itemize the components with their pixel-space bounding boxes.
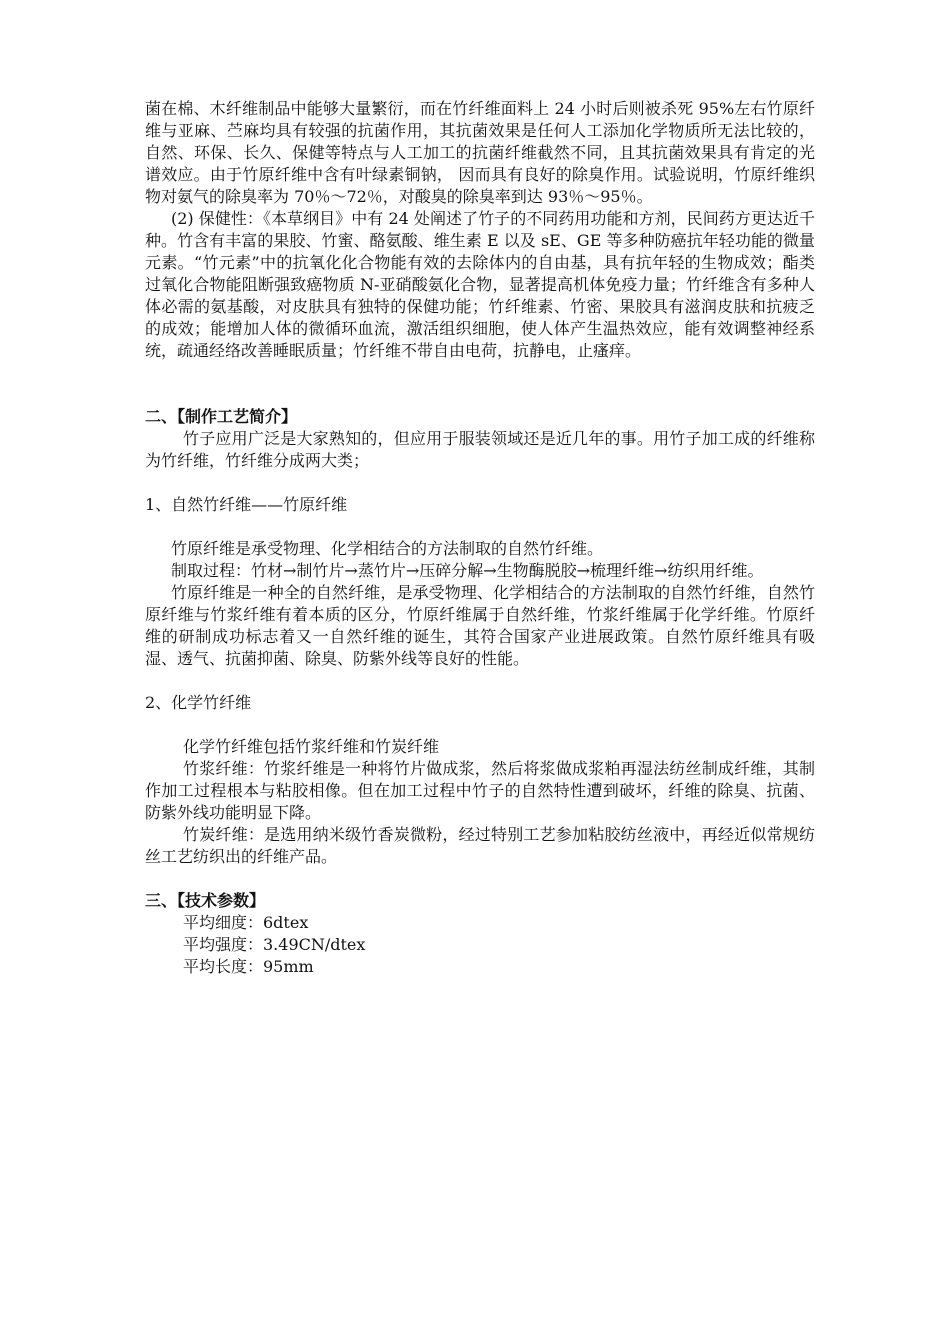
- document-page: [145, 98, 815, 978]
- pulp-fiber-paragraph: 竹浆纤维：竹浆纤维是一种将竹片做成浆，然后将浆做成浆粕再湿法纺丝制成纤维，其制作加工过程根本与粘胶相像。但在加工过程中竹子的自然特性遭到破坏，纤维的除臭、抗菌、防紫外线功能明显下降。: [145, 759, 815, 822]
- process-intro-paragraph: 竹子应用广泛是大家熟知的，但应用于服装领域还是近几年的事。用竹子加工成的纤维称为竹纤维，竹纤维分成两大类；: [145, 429, 815, 470]
- param-strength: 平均强度：3.49CN/dtex: [183, 935, 366, 954]
- subsection-title-chemical-fiber: 2、化学竹纤维: [145, 693, 252, 712]
- natural-fiber-process: 制取过程：竹材→制竹片→蒸竹片→压碎分解→生物酶脱胶→梳理纤维→纺织用纤维。: [171, 561, 764, 580]
- section-heading-parameters: 三、【技术参数】: [145, 891, 266, 910]
- natural-fiber-definition: 竹原纤维是承受物理、化学相结合的方法制取的自然竹纤维。: [171, 539, 604, 558]
- antibacterial-paragraph: 菌在棉、木纤维制品中能够大量繁衍，而在竹纤维面料上 24 小时后则被杀死 95%左右竹原纤维与亚麻、苎麻均具有较强的抗菌作用，其抗菌效果是任何人工添加化学物质所无法比较的，自然、环保、长久、保健等特点与人工加工的抗菌纤维截然不同，且其抗菌效果具有肯定的光谱效应。由于竹原纤维中含有叶绿素铜钠， 因而具有良好的除臭作用。试验说明，竹原纤维织物对氨气的除臭率为 70％～72％，对酸臭的除臭率到达 93％～95％。: [145, 99, 815, 206]
- health-paragraph: (2) 保健性：《本草纲目》中有 24 处阐述了竹子的不同药用功能和方剂，民间药方更达近千种。竹含有丰富的果胶、竹蜜、酪氨酸、维生素 E 以及 sE、GE 等多种防癌抗年轻功能的微量元素。“竹元素”中的抗氧化化合物能有效的去除体内的自由基，具有抗年轻的生物成效；酯类过氧化合物能阻断强致癌物质 N-亚硝酸氨化合物，显著提高机体免疫力量；竹纤维含有多种人体必需的氨基酸，对皮肤具有独特的保健功能；竹纤维素、竹密、果胶具有滋润皮肤和抗疲乏的成效；能增加人体的微循环血流，激活组织细胞，使人体产生温热效应，能有效调整神经系统，疏通经络改善睡眠质量；竹纤维不带自由电荷，抗静电，止瘙痒。: [145, 209, 815, 360]
- param-length: 平均长度：95mm: [183, 957, 314, 976]
- param-fineness: 平均细度：6dtex: [183, 913, 309, 932]
- chemical-fiber-intro: 化学竹纤维包括竹浆纤维和竹炭纤维: [183, 737, 440, 756]
- section-heading-process: 二、【制作工艺简介】: [145, 407, 298, 426]
- natural-fiber-description: 竹原纤维是一种全的自然纤维，是承受物理、化学相结合的方法制取的自然竹纤维，自然竹原纤维与竹浆纤维有着本质的区分，竹原纤维属于自然纤维，竹浆纤维属于化学纤维。竹原纤维的研制成功标志着又一自然纤维的诞生，其符合国家产业进展政策。自然竹原纤维具有吸湿、透气、抗菌抑菌、除臭、防紫外线等良好的性能。: [145, 583, 815, 668]
- subsection-title-natural-fiber: 1、自然竹纤维——竹原纤维: [145, 495, 348, 514]
- charcoal-fiber-paragraph: 竹炭纤维：是选用纳米级竹香炭微粉，经过特别工艺参加粘胶纺丝液中，再经近似常规纺丝工艺纺织出的纤维产品。: [145, 825, 815, 866]
